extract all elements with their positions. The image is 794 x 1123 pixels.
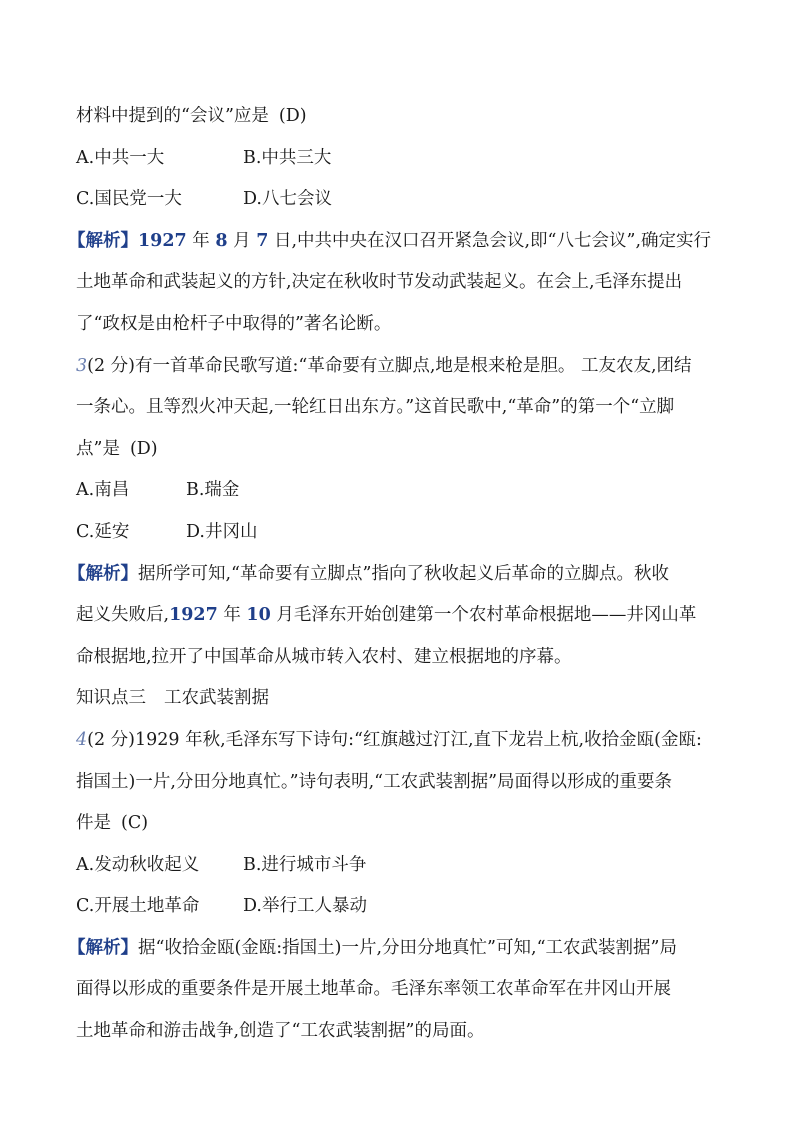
analysis-line: 面得以形成的重要条件是开展土地革命。毛泽东率领工农革命军在井冈山开展: [76, 979, 671, 1000]
option-d: D.八七会议: [243, 189, 332, 210]
question-text: 指国土)一片,分田分地真忙。”诗句表明,“工农武装割据”局面得以形成的重要条: [76, 771, 673, 792]
analysis-text: 起义失败后,: [76, 605, 170, 626]
question-stem: [76, 720, 726, 762]
option-b: B.进行城市斗争: [243, 854, 367, 875]
analysis-text: 日,中共中央在汉口召开紧急会议,即“八七会议”,确定实行: [268, 230, 712, 251]
month-number: 10: [246, 605, 271, 626]
question-text: 材料中提到的“会议”应是: [76, 106, 269, 126]
analysis-text: 年: [217, 605, 247, 626]
analysis-line: 命根据地,拉开了中国革命从城市转入农村、建立根据地的序幕。: [76, 646, 572, 667]
option-row: [76, 512, 726, 554]
analysis-line: [76, 595, 726, 637]
question-stem: [76, 803, 726, 845]
answer-label: (D): [278, 106, 307, 126]
analysis-line: 土地革命和武装起义的方针,决定在秋收时节发动武装起义。在会上,毛泽东提出: [76, 272, 683, 293]
analysis-line: [68, 554, 726, 596]
analysis-text: 年: [186, 230, 216, 251]
option-row: [76, 470, 726, 512]
option-row: [76, 845, 726, 887]
option-row: [76, 886, 726, 928]
analysis-line: [68, 928, 726, 970]
month-number: 8: [215, 230, 228, 251]
option-row: [76, 179, 726, 221]
question-stem: [76, 96, 726, 138]
analysis-line: 土地革命和游击战争,创造了“工农武装割据”的局面。: [76, 1021, 485, 1042]
day-number: 7: [256, 230, 269, 251]
option-a: A.发动秋收起义: [76, 854, 200, 875]
section-name: 工农武装割据: [164, 688, 269, 709]
analysis-tag: 【解析】: [68, 563, 138, 584]
option-a: A.中共一大: [76, 147, 165, 168]
option-row: [76, 138, 726, 180]
question-text: 一条心。且等烈火冲天起,一轮红日出东方。”这首民歌中,“革命”的第一个“立脚: [76, 397, 675, 418]
option-c: C.国民党一大: [76, 189, 182, 210]
analysis-text: 月毛泽东开始创建第一个农村革命根据地——井冈山革: [270, 605, 697, 626]
analysis-text: 月: [227, 230, 257, 251]
section-title: 知识点三: [76, 688, 146, 709]
analysis-line: [68, 221, 726, 263]
question-text: (2 分)有一首革命民歌写道:“革命要有立脚点,地是根来枪是胆。 工友农友,团结: [87, 355, 692, 376]
analysis-tag: 【解析】: [68, 937, 138, 958]
section-heading: [76, 678, 726, 720]
question-text: (2 分)1929 年秋,毛泽东写下诗句:“红旗越过汀江,直下龙岩上杭,收拾金瓯(金瓯:: [87, 729, 702, 750]
answer-label: (C): [121, 813, 149, 834]
option-d: D.举行工人暴动: [243, 896, 367, 917]
option-c: C.延安: [76, 521, 130, 542]
option-b: B.瑞金: [186, 480, 240, 501]
year-number: 1927: [138, 230, 187, 251]
year-number: 1927: [169, 605, 218, 626]
analysis-text: 据“收拾金瓯(金瓯:指国土)一片,分田分地真忙”可知,“工农武装割据”局: [138, 937, 677, 958]
question-number: 3: [76, 355, 88, 376]
option-d: D.井冈山: [186, 521, 258, 542]
question-text: 点”是: [76, 438, 120, 459]
option-b: B.中共三大: [243, 147, 332, 168]
question-stem: [76, 429, 726, 471]
option-a: A.南昌: [76, 480, 130, 501]
document-page: [68, 96, 726, 1053]
question-stem: [76, 346, 726, 388]
question-text: 件是: [76, 813, 111, 834]
analysis-tag: 【解析】: [68, 230, 138, 251]
option-c: C.开展土地革命: [76, 896, 200, 917]
analysis-text: 据所学可知,“革命要有立脚点”指向了秋收起义后革命的立脚点。秋收: [138, 563, 669, 584]
question-number: 4: [76, 729, 88, 750]
answer-label: (D): [129, 438, 158, 459]
analysis-line: 了“政权是由枪杆子中取得的”著名论断。: [76, 313, 392, 334]
